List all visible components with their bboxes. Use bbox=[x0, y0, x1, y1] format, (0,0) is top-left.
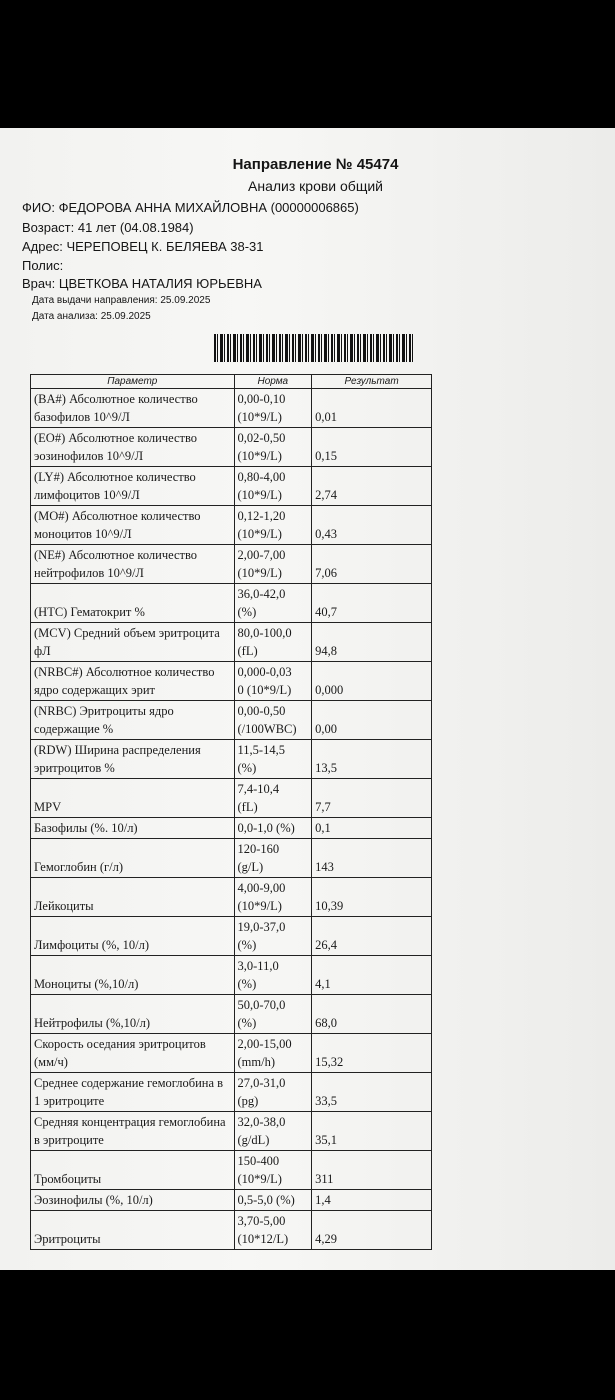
table-row bbox=[31, 467, 432, 506]
result-cell: 68,0 bbox=[312, 995, 432, 1034]
document-title: Направление № 45474 bbox=[232, 156, 399, 173]
norm-cell: 7,4-10,4 (fL) bbox=[234, 779, 312, 818]
result-cell: 33,5 bbox=[312, 1073, 432, 1112]
header-norm: Норма bbox=[234, 375, 312, 389]
norm-cell: 4,00-9,00 (10*9/L) bbox=[234, 878, 312, 917]
norm-cell: 3,70-5,00 (10*12/L) bbox=[234, 1211, 312, 1250]
analysis-date: Дата анализа: 25.09.2025 bbox=[32, 311, 151, 322]
result-cell: 7,06 bbox=[312, 545, 432, 584]
param-cell: Гемоглобин (г/л) bbox=[31, 839, 235, 878]
patient-policy: Полис: bbox=[22, 258, 64, 273]
result-cell: 0,00 bbox=[312, 701, 432, 740]
result-cell: 143 bbox=[312, 839, 432, 878]
result-cell: 7,7 bbox=[312, 779, 432, 818]
table-header-row bbox=[31, 375, 432, 389]
param-cell: MPV bbox=[31, 779, 235, 818]
table-row bbox=[31, 956, 432, 995]
norm-cell: 19,0-37,0 (%) bbox=[234, 917, 312, 956]
norm-cell: 50,0-70,0 (%) bbox=[234, 995, 312, 1034]
result-cell: 40,7 bbox=[312, 584, 432, 623]
result-cell: 10,39 bbox=[312, 878, 432, 917]
table-row bbox=[31, 428, 432, 467]
patient-age: Возраст: 41 лет (04.08.1984) bbox=[22, 220, 194, 235]
norm-cell: 2,00-15,00 (mm/h) bbox=[234, 1034, 312, 1073]
result-cell: 0,01 bbox=[312, 389, 432, 428]
result-cell: 0,000 bbox=[312, 662, 432, 701]
result-cell: 35,1 bbox=[312, 1112, 432, 1151]
table-row bbox=[31, 839, 432, 878]
result-cell: 2,74 bbox=[312, 467, 432, 506]
result-cell: 94,8 bbox=[312, 623, 432, 662]
param-cell: Эозинофилы (%, 10/л) bbox=[31, 1190, 235, 1211]
param-cell: Тромбоциты bbox=[31, 1151, 235, 1190]
doctor-name: Врач: ЦВЕТКОВА НАТАЛИЯ ЮРЬЕВНА bbox=[22, 276, 262, 291]
param-cell: Базофилы (%. 10/л) bbox=[31, 818, 235, 839]
norm-cell: 32,0-38,0 (g/dL) bbox=[234, 1112, 312, 1151]
result-cell: 13,5 bbox=[312, 740, 432, 779]
table-row bbox=[31, 584, 432, 623]
table-row bbox=[31, 1190, 432, 1211]
param-cell: Лейкоциты bbox=[31, 878, 235, 917]
result-cell: 0,43 bbox=[312, 506, 432, 545]
param-cell: (HTC) Гематокрит % bbox=[31, 584, 235, 623]
norm-cell: 27,0-31,0 (pg) bbox=[234, 1073, 312, 1112]
table-row bbox=[31, 779, 432, 818]
table-row bbox=[31, 1034, 432, 1073]
table-row bbox=[31, 1151, 432, 1190]
norm-cell: 120-160 (g/L) bbox=[234, 839, 312, 878]
header-result: Результат bbox=[312, 375, 432, 389]
norm-cell: 0,0-1,0 (%) bbox=[234, 818, 312, 839]
norm-cell: 80,0-100,0 (fL) bbox=[234, 623, 312, 662]
table-row bbox=[31, 995, 432, 1034]
result-cell: 0,1 bbox=[312, 818, 432, 839]
table-row bbox=[31, 506, 432, 545]
norm-cell: 2,00-7,00 (10*9/L) bbox=[234, 545, 312, 584]
patient-address: Адрес: ЧЕРЕПОВЕЦ К. БЕЛЯЕВА 38-31 bbox=[22, 239, 264, 254]
param-cell: (NRBC) Эритроциты ядро содержащие % bbox=[31, 701, 235, 740]
table-row bbox=[31, 662, 432, 701]
patient-name: ФИО: ФЕДОРОВА АННА МИХАЙЛОВНА (00000006865) bbox=[22, 200, 359, 215]
param-cell: Эритроциты bbox=[31, 1211, 235, 1250]
result-cell: 26,4 bbox=[312, 917, 432, 956]
norm-cell: 0,80-4,00 (10*9/L) bbox=[234, 467, 312, 506]
table-row bbox=[31, 545, 432, 584]
document-subtitle: Анализ крови общий bbox=[248, 178, 383, 194]
param-cell: Средняя концентрация гемоглобина в эритроците bbox=[31, 1112, 235, 1151]
table-row bbox=[31, 1211, 432, 1250]
header-param: Параметр bbox=[31, 375, 235, 389]
results-table bbox=[30, 374, 432, 1250]
table-row bbox=[31, 1112, 432, 1151]
table-row bbox=[31, 818, 432, 839]
norm-cell: 3,0-11,0 (%) bbox=[234, 956, 312, 995]
param-cell: (LY#) Абсолютное количество лимфоцитов 10^9/Л bbox=[31, 467, 235, 506]
table-row bbox=[31, 740, 432, 779]
norm-cell: 0,000-0,03 0 (10*9/L) bbox=[234, 662, 312, 701]
norm-cell: 150-400 (10*9/L) bbox=[234, 1151, 312, 1190]
param-cell: Скорость оседания эритроцитов (мм/ч) bbox=[31, 1034, 235, 1073]
result-cell: 4,1 bbox=[312, 956, 432, 995]
result-cell: 1,4 bbox=[312, 1190, 432, 1211]
table-row bbox=[31, 623, 432, 662]
table-row bbox=[31, 701, 432, 740]
param-cell: (MCV) Средний объем эритроцита фЛ bbox=[31, 623, 235, 662]
table-row bbox=[31, 878, 432, 917]
norm-cell: 0,00-0,50 (/100WBC) bbox=[234, 701, 312, 740]
param-cell: (NRBC#) Абсолютное количество ядро содержащих эрит bbox=[31, 662, 235, 701]
norm-cell: 11,5-14,5 (%) bbox=[234, 740, 312, 779]
param-cell: (BA#) Абсолютное количество базофилов 10^9/Л bbox=[31, 389, 235, 428]
result-cell: 311 bbox=[312, 1151, 432, 1190]
param-cell: Среднее содержание гемоглобина в 1 эритроците bbox=[31, 1073, 235, 1112]
result-cell: 0,15 bbox=[312, 428, 432, 467]
param-cell: (MO#) Абсолютное количество моноцитов 10^9/Л bbox=[31, 506, 235, 545]
issue-date: Дата выдачи направления: 25.09.2025 bbox=[32, 295, 211, 306]
param-cell: (EO#) Абсолютное количество эозинофилов 10^9/Л bbox=[31, 428, 235, 467]
norm-cell: 0,02-0,50 (10*9/L) bbox=[234, 428, 312, 467]
norm-cell: 0,5-5,0 (%) bbox=[234, 1190, 312, 1211]
result-cell: 4,29 bbox=[312, 1211, 432, 1250]
norm-cell: 0,00-0,10 (10*9/L) bbox=[234, 389, 312, 428]
norm-cell: 0,12-1,20 (10*9/L) bbox=[234, 506, 312, 545]
param-cell: (NE#) Абсолютное количество нейтрофилов 10^9/Л bbox=[31, 545, 235, 584]
param-cell: (RDW) Ширина распределения эритроцитов % bbox=[31, 740, 235, 779]
result-cell: 15,32 bbox=[312, 1034, 432, 1073]
table-row bbox=[31, 389, 432, 428]
param-cell: Лимфоциты (%, 10/л) bbox=[31, 917, 235, 956]
barcode bbox=[214, 334, 414, 362]
table-row bbox=[31, 917, 432, 956]
table-row bbox=[31, 1073, 432, 1112]
param-cell: Моноциты (%,10/л) bbox=[31, 956, 235, 995]
norm-cell: 36,0-42,0 (%) bbox=[234, 584, 312, 623]
param-cell: Нейтрофилы (%,10/л) bbox=[31, 995, 235, 1034]
